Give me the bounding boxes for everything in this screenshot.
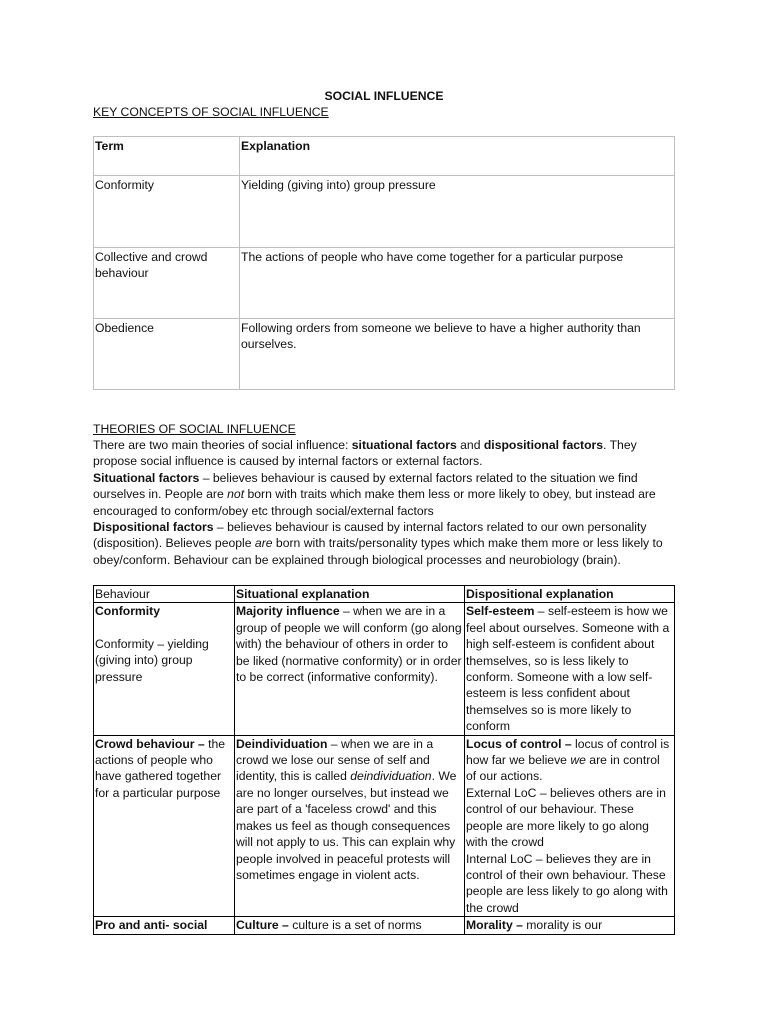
situational-term: Situational factors	[93, 471, 200, 485]
dispositional-emphasis: are	[254, 536, 273, 551]
term-cell: Conformity	[94, 176, 240, 248]
header-term: Term	[94, 137, 240, 176]
theories-intro	[93, 437, 675, 470]
dispositional-cell	[465, 603, 675, 735]
situational-term: Majority influence	[236, 604, 340, 619]
intro-situational: situational factors	[351, 438, 457, 452]
table-row	[94, 917, 675, 934]
external-loc-text: External LoC – believes others are in control of our behaviour. These people are more likely to go along with the crowd	[466, 785, 666, 850]
behaviour-description: Conformity – yielding (giving into) group pressure	[95, 636, 209, 684]
behaviour-title: Pro and anti- social	[94, 917, 235, 934]
behaviour-title: Conformity	[95, 604, 160, 619]
dispositional-text: locus of control is how far we believe	[466, 736, 670, 768]
dispositional-text: – self-esteem is how we feel about ourselves. Someone with a high self-esteem is confident about themselves, so is less likely to conform. Someone with a low self-esteem is less confident about themselves so is more likely to conform	[466, 604, 670, 734]
page-title: SOCIAL INFLUENCE	[324, 89, 444, 103]
situational-cell	[235, 917, 465, 934]
situational-cell	[235, 735, 465, 916]
situational-text: – when we are in a crowd we lose our sense of self and identity, this is called	[236, 736, 434, 784]
dispositional-emphasis: we	[570, 753, 586, 768]
table-header-row	[94, 137, 675, 176]
situational-text: – when we are in a group of people we will conform (go along with) the behaviour of others in order to be liked (normative conformity) or in order to be correct (informative conformity).	[236, 604, 462, 685]
table-row	[94, 603, 675, 735]
intro-text: . They propose social influence is caused by internal factors or external factors.	[93, 438, 637, 469]
dispositional-term: Morality –	[466, 918, 527, 933]
situational-term: Deindividuation	[236, 736, 328, 751]
dispositional-term: Dispositional factors	[93, 520, 214, 534]
situational-paragraph	[93, 470, 675, 519]
situational-text: born with traits which make them less or more likely to obey, but instead are encouraged to conform/obey etc through social/external factors	[93, 487, 656, 518]
explanation-cell: The actions of people who have come together for a particular purpose	[240, 248, 675, 319]
internal-loc-text: Internal LoC – believes they are in control of their own behaviour. These people are less likely to go along with the crowd	[466, 851, 668, 915]
table-row	[94, 735, 675, 916]
key-concepts-heading: KEY CONCEPTS OF SOCIAL INFLUENCE	[93, 105, 329, 119]
dispositional-text: are in control of our actions.	[466, 753, 660, 784]
dispositional-text: morality is our	[526, 918, 603, 933]
term-cell: Collective and crowd behaviour	[94, 248, 240, 319]
explanation-cell: Yielding (giving into) group pressure	[240, 176, 675, 248]
header-situational: Situational explanation	[235, 586, 465, 603]
situational-emphasis: deindividuation	[350, 769, 432, 784]
dispositional-term: Locus of control –	[466, 736, 576, 751]
dispositional-cell	[465, 735, 675, 916]
behaviour-cell	[94, 735, 235, 916]
behaviour-title: Crowd behaviour –	[95, 736, 209, 751]
header-explanation: Explanation	[240, 137, 675, 176]
situational-text: culture is a set of norms	[292, 918, 422, 933]
term-cell: Obedience	[94, 319, 240, 390]
key-concepts-table	[93, 136, 675, 390]
intro-text: There are two main theories of social influence:	[93, 438, 352, 452]
intro-dispositional: dispositional factors	[483, 438, 604, 452]
situational-cell	[235, 603, 465, 735]
dispositional-text: born with traits/personality types which make them more or less likely to obey/conform. Behaviour can be explained through biological processes and neurobiology (brain).	[93, 536, 663, 567]
behaviour-cell	[94, 603, 235, 735]
dispositional-paragraph	[93, 519, 675, 568]
intro-text: and	[456, 438, 484, 452]
table-row	[94, 176, 675, 248]
situational-term: Culture –	[236, 918, 293, 933]
theories-heading: THEORIES OF SOCIAL INFLUENCE	[93, 422, 296, 436]
explanation-cell: Following orders from someone we believe to have a higher authority than ourselves.	[240, 319, 675, 390]
behaviour-table	[93, 585, 675, 935]
dispositional-term: Self-esteem	[466, 604, 535, 619]
header-behaviour: Behaviour	[94, 586, 235, 603]
dispositional-text: – believes behaviour is caused by internal factors related to our own personality (disposition). Believes people	[93, 520, 647, 551]
situational-text: . We are no longer ourselves, but instead we are part of a 'faceless crowd' and this makes us feel as though consequences will not apply to us. This can explain why people involved in peaceful protests will sometimes engage in violent acts.	[236, 769, 457, 882]
table-header-row	[94, 586, 675, 603]
behaviour-description: the actions of people who have gathered together for a particular purpose	[95, 736, 226, 800]
situational-emphasis: not	[227, 487, 245, 502]
dispositional-cell	[465, 917, 675, 934]
table-row	[94, 319, 675, 390]
situational-text: – believes behaviour is caused by external factors related to the situation we find ourselves in. People are	[93, 471, 638, 502]
table-row	[94, 248, 675, 319]
header-dispositional: Dispositional explanation	[465, 586, 675, 603]
